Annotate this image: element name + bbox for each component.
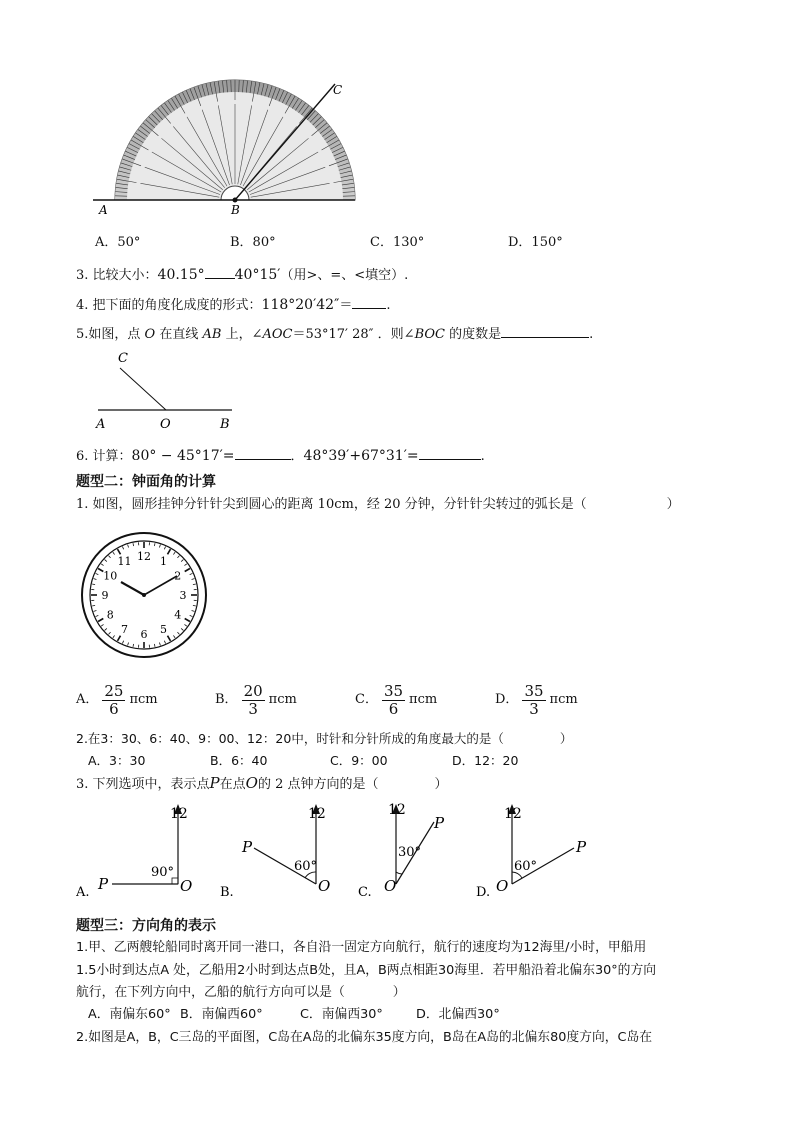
q6-expr1: 80° − 45°17′= — [131, 448, 235, 464]
dir-a-letter: A. — [76, 885, 90, 900]
clock-number: 11 — [117, 555, 132, 569]
dir-d-letter: D. — [476, 885, 491, 900]
dir-c-o: O — [384, 877, 397, 895]
s2q3-mid: 在点 — [219, 777, 246, 792]
direction-figure-d — [476, 800, 606, 900]
protractor-option-d: D．150° — [508, 235, 563, 250]
s2q1-option-d — [495, 682, 578, 718]
s2q1-a-unit: πcm — [129, 692, 158, 707]
s2q3-p: P — [209, 774, 220, 792]
dir-b-p: P — [242, 838, 253, 856]
q3-prefix: 3. 比较大小： — [76, 268, 158, 283]
dir-c-angle: 30° — [398, 845, 422, 860]
q5-blank[interactable] — [501, 324, 589, 338]
dir-a-12: 12 — [170, 806, 188, 822]
question-4 — [76, 295, 390, 314]
dir-a-p: P — [98, 875, 109, 893]
q5-angle-boc: BOC — [414, 327, 445, 342]
s2q2-text: 2.在3：30、6：40、9：00、12：20中，时针和分针所成的角度最大的是（ — [76, 731, 504, 746]
q6-end: . — [480, 449, 485, 464]
dir-c-12: 12 — [388, 802, 406, 818]
dir-c-p: P — [434, 814, 445, 832]
q4-blank[interactable] — [352, 295, 386, 309]
q3-left: 40.15° — [157, 267, 205, 283]
question-5 — [76, 324, 593, 343]
question-3 — [76, 265, 408, 284]
q6-expr2: 48°39′+67°31′= — [303, 448, 419, 464]
line-label-b: B — [220, 417, 230, 432]
clock-number: 12 — [137, 550, 151, 563]
s3q1-option-d: D．北偏西30° — [416, 1007, 500, 1022]
s2q2-close: ） — [559, 731, 573, 746]
q6-blank2[interactable] — [419, 446, 481, 460]
clock-number: 7 — [121, 622, 128, 636]
dir-d-o: O — [496, 877, 509, 895]
s2q1-b-unit: πcm — [268, 692, 297, 707]
line-label-c: C — [118, 351, 128, 366]
s3q1-option-b: B．南偏西60° — [180, 1007, 263, 1022]
protractor-label-c: C — [333, 83, 343, 97]
s2q1-option-a — [76, 682, 158, 718]
clock-number: 9 — [101, 589, 109, 602]
s2q1-option-b — [215, 682, 297, 718]
q4-eq: ＝ — [339, 298, 353, 313]
s2q1-c-unit: πcm — [409, 692, 438, 707]
q6-blank1[interactable] — [235, 446, 291, 460]
s2q3-prefix: 3. 下列选项中，表示点 — [76, 777, 210, 792]
s2q3-close: ） — [434, 777, 448, 792]
s3q1-line2: 1.5小时到达点A 处，乙船用2小时到达点B处，且A，B两点相距30海里．若甲船沿着北偏东30°的方向 — [76, 963, 657, 978]
s2q1-c-letter: C． — [355, 692, 378, 707]
section-2-title: 题型二：钟面角的计算 — [76, 474, 216, 490]
q6-prefix: 6. 计算： — [76, 449, 132, 464]
s2q2-option-d: D．12：20 — [452, 753, 519, 768]
clock-figure — [80, 528, 208, 664]
dir-b-angle: 60° — [294, 859, 318, 874]
dir-d-p: P — [576, 838, 587, 856]
s2q1-c-num: 35 — [383, 681, 404, 700]
protractor-label-b: B — [231, 203, 240, 217]
line-label-o: O — [160, 417, 171, 432]
s2q1-a-den: 6 — [109, 699, 119, 718]
q5-angle-aoc: AOC — [262, 327, 293, 342]
dir-b-letter: B. — [220, 885, 234, 900]
s2q1-text: 1. 如图，圆形挂钟分针针尖到圆心的距离 10cm，经 20 分钟，分针针尖转过的弧长是（ — [76, 497, 587, 512]
protractor-option-b: B．80° — [230, 235, 276, 250]
s2q1-a-num: 25 — [104, 681, 124, 700]
protractor-label-a: A — [99, 203, 108, 217]
dir-c-letter: C. — [358, 885, 372, 900]
dir-d-angle: 60° — [514, 859, 538, 874]
s2q1-a-letter: A． — [76, 692, 99, 707]
s3q1-line1: 1.甲、乙两艘轮船同时离开同一港口，各自沿一固定方向航行，航行的速度均为12海里/小时，甲船用 — [76, 940, 647, 955]
clock-number: 10 — [103, 569, 118, 583]
s2q3-suffix: 的 2 点钟方向的是（ — [257, 777, 379, 792]
q3-right: 40°15′ — [234, 267, 281, 283]
section-3-title: 题型三：方向角的表示 — [76, 918, 216, 934]
s2q1-b-letter: B． — [215, 692, 238, 707]
s2q2-option-c: C．9：00 — [330, 753, 388, 768]
clock-number: 5 — [160, 622, 167, 636]
clock-number: 2 — [174, 569, 182, 583]
s2q1-close: ） — [666, 497, 680, 512]
q4-end: . — [386, 298, 391, 313]
s2q1-d-unit: πcm — [549, 692, 578, 707]
s2q1-d-letter: D． — [495, 692, 519, 707]
q5-value: ＝53°17′ 28″ ．则∠ — [292, 327, 415, 342]
direction-figure-a — [76, 800, 206, 900]
dir-d-12: 12 — [504, 806, 522, 822]
question-6 — [76, 446, 485, 465]
s3-question-2: 2.如图是A，B，C三岛的平面图，C岛在A岛的北偏东35度方向，B岛在A岛的北偏东80度方向，C岛在 — [76, 1030, 653, 1045]
direction-figure-b — [220, 800, 350, 900]
q5-prefix: 5.如图，点 — [76, 327, 145, 342]
s2q1-b-num: 20 — [243, 681, 263, 700]
dir-a-o: O — [180, 877, 193, 895]
dir-a-angle: 90° — [151, 865, 175, 880]
protractor-option-c: C．130° — [370, 235, 425, 250]
direction-figure-c — [358, 800, 468, 900]
s2q2-option-b: B．6：40 — [210, 753, 268, 768]
q5-line-ab: AB — [202, 327, 222, 342]
s2q1-d-num: 35 — [524, 681, 544, 700]
protractor-option-a: A．50° — [95, 235, 141, 250]
dir-b-o: O — [318, 877, 331, 895]
s2q1-option-c — [355, 682, 437, 718]
s2q3-o: O — [245, 774, 258, 792]
s3q1-line3-text: 航行，在下列方向中，乙船的航行方向可以是（ — [76, 985, 345, 1000]
s2-question-1 — [76, 497, 680, 513]
q3-blank[interactable] — [205, 265, 235, 279]
q5-suffix: 的度数是 — [444, 327, 502, 342]
s2q1-d-den: 3 — [529, 699, 539, 718]
line-label-a: A — [96, 417, 106, 432]
s3q1-option-a: A．南偏东60° — [88, 1007, 171, 1022]
q6-sep: ． — [290, 449, 304, 464]
q5-mid1: 在直线 — [155, 327, 203, 342]
s2-question-3 — [76, 775, 448, 793]
s2q2-option-a: A．3：30 — [88, 753, 146, 768]
q5-point-o: O — [144, 327, 156, 342]
dir-b-12: 12 — [308, 806, 326, 822]
clock-number: 6 — [140, 628, 148, 641]
s2q1-b-den: 3 — [248, 699, 258, 718]
protractor-figure — [85, 78, 365, 218]
q5-end: . — [589, 327, 594, 342]
s2q1-c-den: 6 — [388, 699, 399, 718]
s3q1-line3 — [76, 985, 406, 1001]
q4-prefix: 4. 把下面的角度化成度的形式： — [76, 298, 262, 313]
q5-mid2: 上，∠ — [221, 327, 263, 342]
s3q1-line3-close: ） — [392, 985, 406, 1000]
q3-suffix: （用>、=、<填空）. — [280, 268, 409, 283]
clock-number: 4 — [174, 608, 182, 622]
clock-number: 3 — [179, 589, 187, 602]
s2-question-2 — [76, 731, 572, 747]
s3q1-option-c: C．南偏西30° — [300, 1007, 383, 1022]
q4-expr: 118°20′42″ — [261, 297, 340, 313]
line-aob-figure — [90, 346, 240, 432]
clock-number: 1 — [160, 555, 167, 569]
clock-number: 8 — [106, 608, 114, 622]
